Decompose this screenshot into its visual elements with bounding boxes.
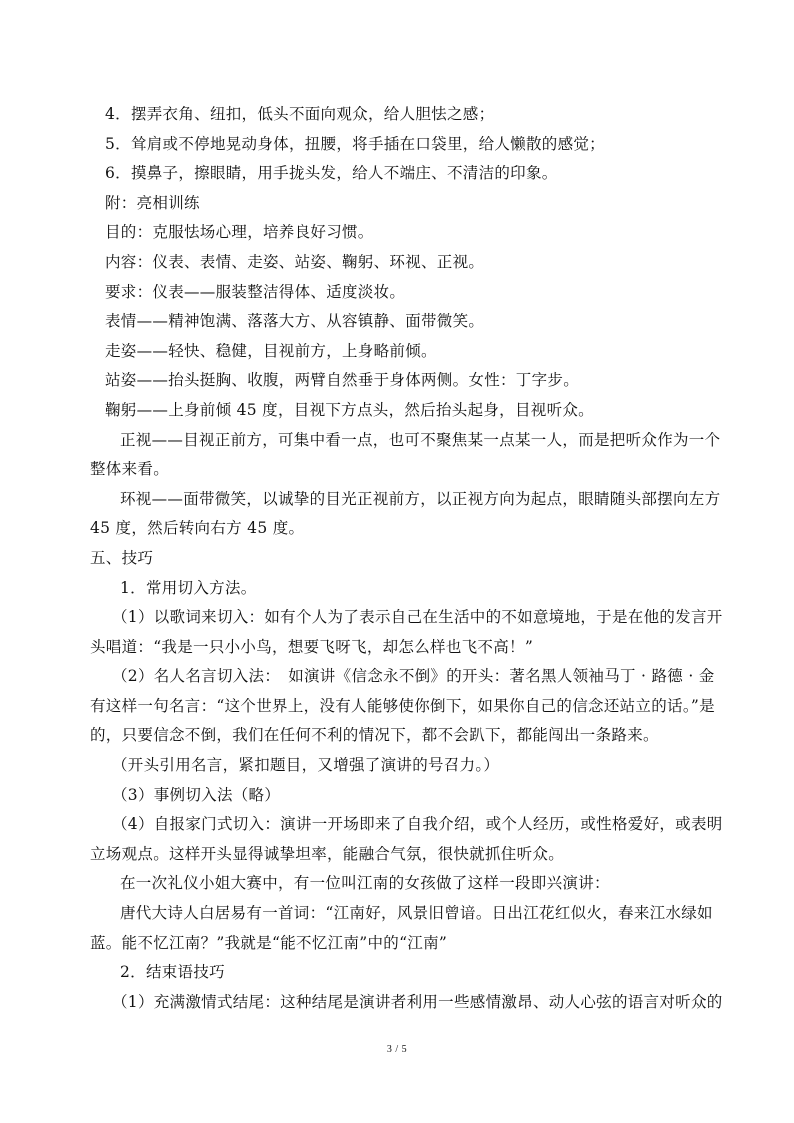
text-line: （3）事例切入法（略） bbox=[112, 785, 281, 804]
text-line: 的，只要信念不倒，我们在任何不利的情况下，都不会趴下，都能闯出一条路来。 bbox=[90, 726, 659, 745]
text-line: 内容：仪表、表情、走姿、站姿、鞠躬、环视、正视。 bbox=[105, 252, 485, 271]
text-line: 45 度，然后转向右方 45 度。 bbox=[90, 519, 305, 538]
text-line: 6．摸鼻子，擦眼睛，用手拢头发，给人不端庄、不清洁的印象。 bbox=[105, 164, 558, 183]
text-line: （1）以歌词来切入：如有个人为了表示自己在生活中的不如意境地，于是在他的发言开 bbox=[112, 608, 723, 627]
text-line: 唐代大诗人白居易有一首词：“江南好，风景旧曾谙。日出江花红似火，春来江水绿如 bbox=[120, 904, 713, 923]
text-line: 五、技巧 bbox=[90, 548, 154, 567]
text-line: 头唱道：“我是一只小小鸟，想要飞呀飞，却怎么样也飞不高！” bbox=[90, 637, 534, 656]
text-line: （1）充满激情式结尾：这种结尾是演讲者利用一些感情激昂、动人心弦的语言对听众的 bbox=[112, 992, 723, 1011]
text-line: 5．耸肩或不停地晃动身体，扭腰，将手插在口袋里，给人懒散的感觉； bbox=[105, 134, 605, 153]
text-line: 整体来看。 bbox=[90, 460, 170, 479]
text-line: 正视——目视正前方，可集中看一点，也可不聚焦某一点某一人，而是把听众作为一个 bbox=[120, 430, 721, 449]
page-number: 3 / 5 bbox=[386, 1044, 408, 1055]
text-line: 鞠躬——上身前倾 45 度，目视下方点头，然后抬头起身，目视听众。 bbox=[105, 400, 594, 419]
text-line: （开头引用名言，紧扣题目，又增强了演讲的号召力。） bbox=[112, 756, 500, 775]
text-line: 4．摆弄衣角、纽扣，低头不面向观众，给人胆怯之感； bbox=[105, 105, 495, 123]
text-line: 2．结束语技巧 bbox=[120, 963, 225, 982]
text-line: 在一次礼仪小姐大赛中，有一位叫江南的女孩做了这样一段即兴演讲： bbox=[120, 874, 610, 893]
text-line: 环视——面带微笑，以诚挚的目光正视前方，以正视方向为起点，眼睛随头部摆向左方 bbox=[120, 489, 721, 508]
text-line: 目的：克服怯场心理，培养良好习惯。 bbox=[105, 223, 374, 242]
text-line: 有这样一句名言：“这个世界上，没有人能够使你倒下，如果你自己的信念还站立的话。”是 bbox=[90, 696, 715, 715]
text-line: 站姿——抬头挺胸、收腹，两臂自然垂于身体两侧。女性：丁字步。 bbox=[105, 371, 580, 390]
text-line: 要求：仪表——服装整洁得体、适度淡妆。 bbox=[105, 282, 406, 301]
text-line: （4）自报家门式切入：演讲一开场即来了自我介绍，或个人经历，或性格爱好，或表明 bbox=[112, 815, 723, 834]
text-line: 立场观点。这样开头显得诚挚坦率，能融合气氛，很快就抓住听众。 bbox=[90, 844, 565, 863]
text-line: 1．常用切入方法。 bbox=[120, 578, 257, 597]
text-line: 附：亮相训练 bbox=[105, 193, 200, 212]
text-line: 蓝。能不忆江南？”我就是“能不忆江南”中的“江南” bbox=[90, 933, 448, 952]
text-line: 走姿——轻快、稳健，目视前方，上身略前倾。 bbox=[105, 341, 437, 360]
text-line: 表情——精神饱满、落落大方、从容镇静、面带微笑。 bbox=[105, 312, 485, 331]
document-body bbox=[90, 100, 723, 1017]
text-line: （2）名人名言切入法： 如演讲《信念永不倒》的开头：著名黑人领袖马丁 · 路德 · 金 bbox=[112, 667, 715, 686]
